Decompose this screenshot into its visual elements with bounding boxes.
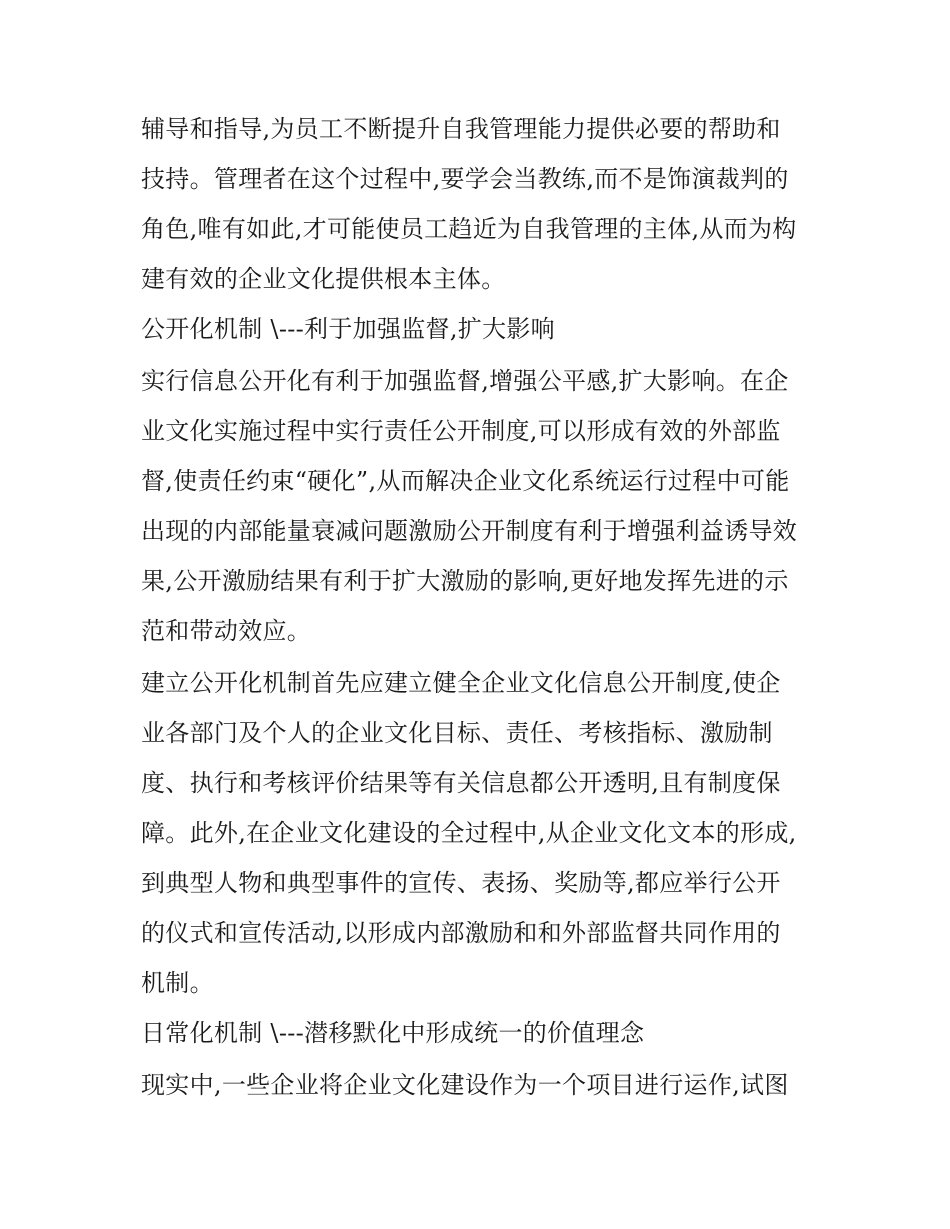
text-line: 实行信息公开化有利于加强监督,增强公平感,扩大影响。在企 [141, 367, 789, 395]
text-line: 度、执行和考核评价结果等有关信息都公开透明,且有制度保 [141, 769, 781, 797]
text-line: 建立公开化机制首先应建立健全企业文化信息公开制度,使企 [141, 669, 781, 697]
text-line: 的仪式和宣传活动,以形成内部激励和和外部监督共同作用的 [141, 919, 781, 947]
text-line: 督,使责任约束“硬化”,从而解决企业文化系统运行过程中可能 [141, 467, 790, 495]
text-line: 角色,唯有如此,才可能使员工趋近为自我管理的主体,从而为构 [141, 215, 797, 243]
text-line: 出现的内部能量衰减问题激励公开制度有利于增强利益诱导效 [141, 517, 798, 545]
text-line: 障。此外,在企业文化建设的全过程中,从企业文化文本的形成, [141, 819, 797, 847]
text-line: 现实中,一些企业将企业文化建设作为一个项目进行运作,试图 [141, 1071, 789, 1099]
section-heading: 公开化机制 \---利于加强监督,扩大影响 [141, 315, 555, 343]
text-line: 业文化实施过程中实行责任公开制度,可以形成有效的外部监 [141, 417, 781, 445]
section-heading: 日常化机制 \---潜移默化中形成统一的价值理念 [141, 1019, 645, 1047]
text-line: 到典型人物和典型事件的宣传、表扬、奖励等,都应举行公开 [141, 869, 781, 897]
text-line: 辅导和指导,为员工不断提升自我管理能力提供必要的帮助和 [141, 115, 781, 143]
text-line: 业各部门及个人的企业文化目标、责任、考核指标、激励制 [141, 719, 773, 747]
text-line: 建有效的企业文化提供根本主体。 [141, 265, 506, 293]
text-line: 技持。管理者在这个过程中,要学会当教练,而不是饰演裁判的 [141, 165, 789, 193]
text-line: 机制。 [141, 969, 214, 997]
text-line: 范和带动效应。 [141, 617, 312, 645]
text-line: 果,公开激励结果有利于扩大激励的影响,更好地发挥先进的示 [141, 567, 789, 595]
